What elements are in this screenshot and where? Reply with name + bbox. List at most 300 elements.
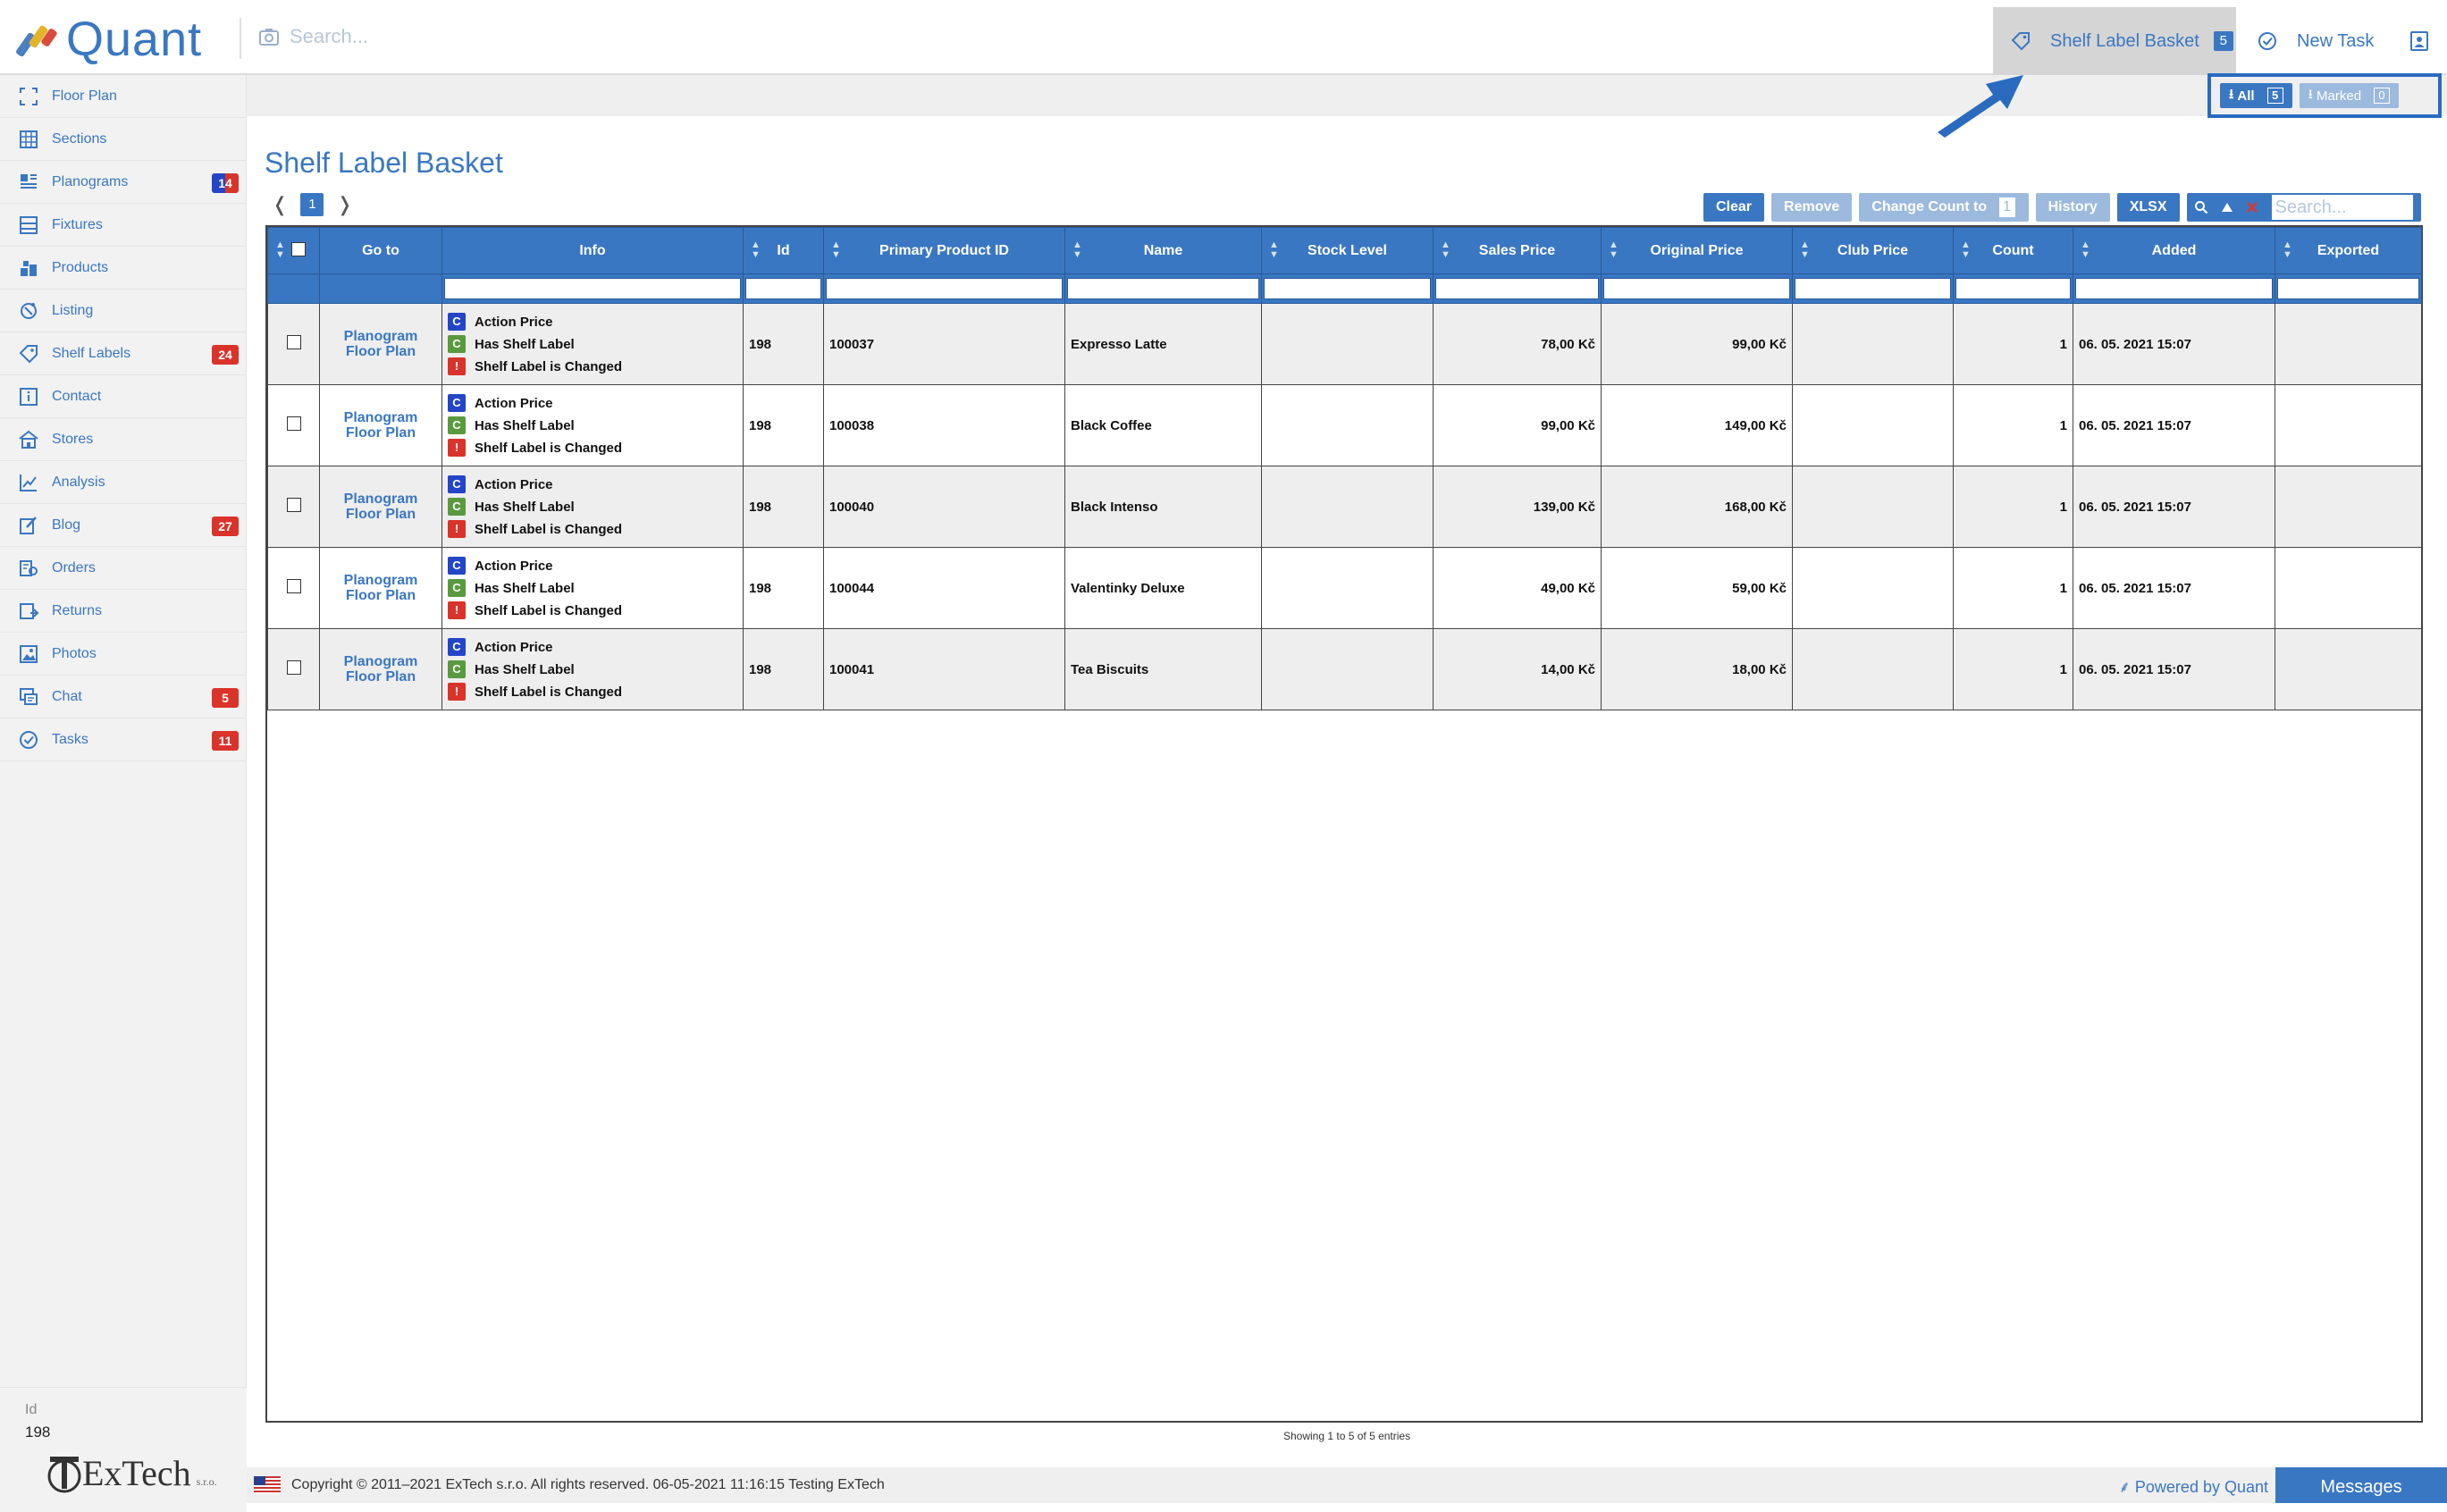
exported-cell [2275,304,2422,385]
filter-cell [1065,274,1262,304]
download-icon: ⭳ [2229,86,2238,102]
filter-cell [1793,274,1954,304]
table-row[interactable] [268,466,2422,548]
sidebar-item-blog[interactable] [0,504,246,547]
filter-cell [2073,274,2275,304]
product-id-cell: 100041 [824,629,1065,710]
blog-icon [18,515,39,536]
sort-icon: ▲ ▼ [1072,239,1082,260]
sidebar-item-label: Fixtures [52,216,103,232]
sidebar-item-stores[interactable] [0,418,246,461]
sidebar-item-chat[interactable] [0,676,246,718]
table-search-group [2187,193,2421,222]
id-cell: 198 [744,385,824,466]
sidebar-item-label: Sections [52,130,107,147]
info-status-icon: C [448,579,466,597]
sidebar-item-label: Products [52,259,109,275]
column-filter-input[interactable] [745,278,821,299]
info-status-icon: C [448,394,466,412]
id-cell: 198 [744,304,824,385]
info-item [448,333,737,356]
planogram-link[interactable]: Planogram [343,491,418,507]
sidebar-item-badge: 27 [212,517,239,536]
column-filter-input[interactable] [1264,278,1431,299]
export-all-label: All [2237,88,2255,104]
sidebar-item-orders[interactable] [0,547,246,590]
info-item [448,474,737,496]
row-checkbox[interactable] [287,335,301,349]
club-price-cell [1793,548,1954,629]
search-icon[interactable] [2194,200,2208,214]
change-count-button[interactable] [1859,193,2028,222]
column-filter-input[interactable] [826,278,1063,299]
info-item [448,518,737,541]
analysis-icon [18,472,39,493]
info-status-icon: ! [448,601,466,619]
column-header-label: Primary Product ID [879,242,1009,258]
messages-button[interactable]: Messages [2275,1467,2447,1503]
info-item [448,437,737,459]
tasks-icon [18,729,39,751]
sidebar-item-label: Floor Plan [52,88,117,104]
sidebar-item-analysis[interactable] [0,461,246,504]
export-toggle-group [2207,73,2442,118]
table-row[interactable] [268,629,2422,710]
selected-id-label: Id [25,1402,38,1417]
sidebar-nav [0,75,246,761]
column-header[interactable] [2275,228,2422,274]
info-text: Has Shelf Label [475,336,575,352]
sidebar-item-contact[interactable] [0,375,246,418]
info-text: Shelf Label is Changed [475,602,623,618]
sidebar-item-photos[interactable] [0,633,246,676]
column-header-label: Name [1143,242,1183,258]
column-header-label: Club Price [1837,242,1909,258]
sub-toolbar [247,75,2447,116]
info-item [448,636,737,659]
export-marked-label: Marked [2317,88,2362,104]
sort-icon: ▲ ▼ [1441,239,1451,260]
sidebar-item-label: Photos [52,645,97,661]
global-search[interactable] [259,25,368,48]
pagination [272,193,353,216]
sales-price-cell: 99,00 Kč [1434,385,1602,466]
sales-price-cell: 139,00 Kč [1434,466,1602,548]
sidebar-item-label: Planograms [52,173,129,189]
info-status-icon: ! [448,520,466,538]
original-price-cell: 99,00 Kč [1602,304,1793,385]
sidebar-item-label: Shelf Labels [52,345,131,361]
goto-cell [320,466,442,548]
returns-icon [18,601,39,622]
filter-cell-empty [320,274,442,304]
stock-level-cell [1262,304,1434,385]
arrow-up-icon[interactable] [2221,201,2233,214]
goto-cell [320,629,442,710]
floor-plan-icon [18,86,39,107]
column-header[interactable] [268,228,320,274]
floor-plan-link[interactable]: Floor Plan [345,669,416,685]
sales-price-cell: 78,00 Kč [1434,304,1602,385]
export-all-count: 5 [2267,88,2283,104]
info-cell [442,548,744,629]
info-item [448,496,737,518]
floor-plan-link[interactable]: Floor Plan [345,344,416,359]
page-title: Shelf Label Basket [265,147,503,179]
sort-icon: ▲ ▼ [1800,239,1810,260]
planogram-link[interactable]: Planogram [343,654,418,669]
stores-icon [18,429,39,450]
info-text: Has Shelf Label [475,499,575,515]
sidebar-item-label: Orders [52,559,96,575]
info-text: Has Shelf Label [475,580,575,596]
sidebar-item-label: Analysis [52,474,105,490]
extech-logo [46,1452,217,1494]
row-select-cell [268,385,320,466]
column-filter-input[interactable] [444,278,741,299]
info-text: Shelf Label is Changed [475,684,623,700]
shelf-label-table [267,227,2422,710]
us-flag-icon[interactable] [254,1476,281,1494]
filter-cell [442,274,744,304]
quant-logo-icon [18,20,57,59]
contact-icon [18,386,39,407]
row-select-cell [268,548,320,629]
table-body [268,304,2422,710]
powered-by-label: Powered by Quant [2134,1478,2268,1496]
info-text: Shelf Label is Changed [475,440,623,456]
check-circle-icon [2258,31,2277,51]
new-task-label: New Task [2297,30,2375,51]
floor-plan-link[interactable]: Floor Plan [345,507,416,522]
tag-icon [18,343,39,365]
column-filter-input[interactable] [2075,278,2273,299]
basket-count-badge: 5 [2214,31,2233,51]
sidebar-item-floor-plan[interactable] [0,75,246,118]
sidebar-item-fixtures[interactable] [0,204,246,247]
sidebar-item-badge: 14 [212,173,239,193]
column-header-label: Stock Level [1308,242,1387,258]
name-cell: Valentinky Deluxe [1065,548,1262,629]
goto-cell [320,304,442,385]
extech-logo-suffix: s.r.o. [196,1475,217,1488]
column-filter-input[interactable] [1435,278,1599,299]
top-header [0,0,2447,75]
filter-cell [2275,274,2422,304]
info-text: Action Price [475,558,553,574]
fixtures-icon [18,214,39,236]
info-item [448,415,737,437]
listing-icon [18,300,39,322]
row-select-cell [268,304,320,385]
info-text: Shelf Label is Changed [475,358,623,374]
table-toolbar [1703,193,2421,222]
powered-by-link[interactable] [2118,1476,2268,1498]
count-cell: 1 [1954,385,2073,466]
info-item [448,577,737,600]
change-count-label: Change Count to [1871,199,1988,214]
info-status-icon: ! [448,357,466,375]
history-button[interactable]: History [2036,193,2110,222]
tag-icon [2011,31,2031,51]
info-status-icon: C [448,660,466,678]
extech-logo-text: ExTech [82,1453,191,1493]
sidebar-item-label: Listing [52,302,94,318]
original-price-cell: 168,00 Kč [1602,466,1793,548]
selected-id-value: 198 [25,1424,51,1441]
info-status-icon: C [448,335,466,353]
sidebar-item-sections[interactable] [0,118,246,161]
sidebar-footer [0,1387,247,1512]
sidebar-item-listing[interactable] [0,290,246,332]
info-item [448,681,737,703]
added-cell: 06. 05. 2021 15:07 [2073,548,2275,629]
info-status-icon: C [448,557,466,575]
footer [247,1467,2447,1503]
product-id-cell: 100044 [824,548,1065,629]
added-cell: 06. 05. 2021 15:07 [2073,466,2275,548]
sort-icon: ▲ ▼ [2081,239,2090,260]
info-text: Has Shelf Label [475,417,575,433]
count-cell: 1 [1954,629,2073,710]
exported-cell [2275,548,2422,629]
sidebar-item-shelf-labels[interactable] [0,332,246,375]
info-status-icon: C [448,313,466,331]
table-row[interactable] [268,385,2422,466]
sidebar-item-products[interactable] [0,247,246,290]
info-text: Shelf Label is Changed [475,521,623,537]
page-next-button[interactable]: ❭ [336,193,353,215]
id-cell: 198 [744,629,824,710]
count-cell: 1 [1954,466,2073,548]
stock-level-cell [1262,385,1434,466]
column-header[interactable] [1262,228,1434,274]
page-current-button[interactable]: 1 [300,193,324,216]
column-header[interactable] [744,228,824,274]
basket-label: Shelf Label Basket [2050,30,2199,51]
club-price-cell [1793,385,1954,466]
original-price-cell: 18,00 Kč [1602,629,1793,710]
goto-cell [320,385,442,466]
global-search-placeholder: Search... [290,25,369,47]
info-item [448,659,737,681]
page-prev-button[interactable]: ❬ [272,193,289,215]
exported-cell [2275,466,2422,548]
id-cell: 198 [744,466,824,548]
column-header-label: Go to [362,242,399,258]
user-icon [2409,30,2429,52]
table-header [268,228,2422,304]
table-header-row [268,228,2422,274]
change-count-input[interactable]: 1 [1998,197,2016,218]
row-select-cell [268,629,320,710]
remove-button[interactable]: Remove [1771,193,1852,222]
stock-level-cell [1262,548,1434,629]
table-search-input[interactable] [2271,194,2414,221]
info-text: Action Price [475,476,553,492]
info-item [448,555,737,577]
info-cell [442,385,744,466]
products-icon [18,257,39,279]
export-all-button[interactable] [2220,83,2292,108]
column-header[interactable] [442,228,744,274]
stock-level-cell [1262,629,1434,710]
sections-icon [18,129,39,150]
original-price-cell: 149,00 Kč [1602,385,1793,466]
sales-price-cell: 14,00 Kč [1434,629,1602,710]
user-profile-button[interactable] [2392,7,2447,75]
filter-cell-empty [268,274,320,304]
filter-cell [1434,274,1602,304]
planograms-icon [18,172,39,193]
count-cell: 1 [1954,548,2073,629]
info-item [448,600,737,622]
info-cell [442,466,744,548]
xlsx-button[interactable]: XLSX [2117,193,2180,222]
column-filter-input[interactable] [2277,278,2419,299]
info-status-icon: C [448,416,466,434]
column-header[interactable] [824,228,1065,274]
info-text: Action Price [475,639,553,655]
data-grid [265,225,2423,1423]
added-cell: 06. 05. 2021 15:07 [2073,304,2275,385]
column-header[interactable] [1793,228,1954,274]
planogram-link[interactable]: Planogram [343,329,418,344]
column-filter-input[interactable] [1795,278,1951,299]
sidebar-item-label: Tasks [52,731,88,747]
sidebar [0,75,247,1503]
column-header[interactable] [1434,228,1602,274]
info-text: Action Price [475,314,553,330]
info-text: Action Price [475,395,553,411]
id-cell: 198 [744,548,824,629]
sales-price-cell: 49,00 Kč [1434,548,1602,629]
name-cell: Black Coffee [1065,385,1262,466]
club-price-cell [1793,466,1954,548]
filter-cell [1954,274,2073,304]
row-select-cell [268,466,320,548]
row-checkbox[interactable] [287,660,301,675]
column-header[interactable] [1602,228,1793,274]
info-item [448,311,737,333]
column-header-label: Count [1992,242,2034,258]
added-cell: 06. 05. 2021 15:07 [2073,385,2275,466]
row-checkbox[interactable] [287,416,301,431]
column-filter-input[interactable] [1067,278,1259,299]
column-header[interactable] [320,228,442,274]
photos-icon [18,643,39,665]
info-item [448,392,737,415]
sidebar-item-badge: 5 [212,688,239,708]
new-task-button[interactable] [2240,7,2388,75]
info-status-icon: C [448,638,466,656]
sidebar-item-label: Blog [52,517,81,533]
chat-icon [18,686,39,708]
quant-small-icon: ⸙ [2118,1478,2135,1496]
sort-icon: ▲ ▼ [1609,239,1619,260]
camera-icon [259,28,279,46]
info-item [448,356,737,378]
club-price-cell [1793,304,1954,385]
sidebar-item-label: Returns [52,602,103,618]
column-header[interactable] [1065,228,1262,274]
column-header-label: Added [2151,242,2197,258]
column-header-label: Exported [2317,242,2380,258]
table-row[interactable] [268,304,2422,385]
highlight-arrow-icon [1930,70,2029,139]
column-header-label: Original Price [1650,242,1744,258]
stock-level-cell [1262,466,1434,548]
filter-cell [744,274,824,304]
column-header[interactable] [2073,228,2275,274]
info-status-icon: C [448,475,466,493]
orders-icon [18,558,39,579]
sidebar-item-label: Contact [52,388,102,404]
info-status-icon: ! [448,683,466,701]
quant-logo[interactable] [18,13,202,66]
row-checkbox[interactable] [287,498,301,512]
sort-icon: ▲ ▼ [275,239,285,260]
shelf-label-basket-button[interactable] [1993,7,2236,75]
exported-cell [2275,385,2422,466]
table-filter-row [268,274,2422,304]
sidebar-item-badge: 11 [212,731,239,751]
sidebar-item-label: Chat [52,688,82,704]
added-cell: 06. 05. 2021 15:07 [2073,629,2275,710]
column-header-label: Sales Price [1478,242,1556,258]
goto-cell [320,548,442,629]
sort-icon: ▲ ▼ [2283,239,2292,260]
count-cell: 1 [1954,304,2073,385]
name-cell: Expresso Latte [1065,304,1262,385]
planogram-link[interactable]: Planogram [343,410,418,425]
filter-cell [1262,274,1434,304]
table-info: Showing 1 to 5 of 5 entries [1283,1430,1411,1442]
info-cell [442,304,744,385]
sort-icon: ▲ ▼ [751,239,761,260]
close-icon[interactable] [2246,201,2258,214]
clear-button[interactable]: Clear [1703,193,1764,222]
floor-plan-link[interactable]: Floor Plan [345,588,416,603]
table-row[interactable] [268,548,2422,629]
sidebar-item-returns[interactable] [0,590,246,633]
planogram-link[interactable]: Planogram [343,573,418,588]
sidebar-item-tasks[interactable] [0,718,246,761]
sort-icon: ▲ ▼ [1269,239,1279,260]
product-id-cell: 100037 [824,304,1065,385]
filter-cell [824,274,1065,304]
name-cell: Black Intenso [1065,466,1262,548]
select-all-checkbox[interactable] [291,242,306,256]
export-marked-button[interactable] [2300,83,2399,108]
copyright-text: Copyright © 2011–2021 ExTech s.r.o. All rights reserved. 06-05-2021 11:16:15 Testing ExTech [291,1477,885,1492]
header-divider [240,18,241,59]
download-icon: ⭳ [2308,86,2317,102]
row-checkbox[interactable] [287,579,301,593]
info-cell [442,629,744,710]
name-cell: Tea Biscuits [1065,629,1262,710]
info-status-icon: C [448,498,466,516]
column-header[interactable] [1954,228,2073,274]
floor-plan-link[interactable]: Floor Plan [345,425,416,441]
sidebar-item-badge: 24 [212,345,239,365]
column-header-label: Id [777,242,790,258]
column-filter-input[interactable] [1955,278,2071,299]
sidebar-item-planograms[interactable] [0,161,246,204]
sidebar-item-label: Stores [52,431,94,447]
info-status-icon: ! [448,439,466,457]
column-filter-input[interactable] [1603,278,1790,299]
